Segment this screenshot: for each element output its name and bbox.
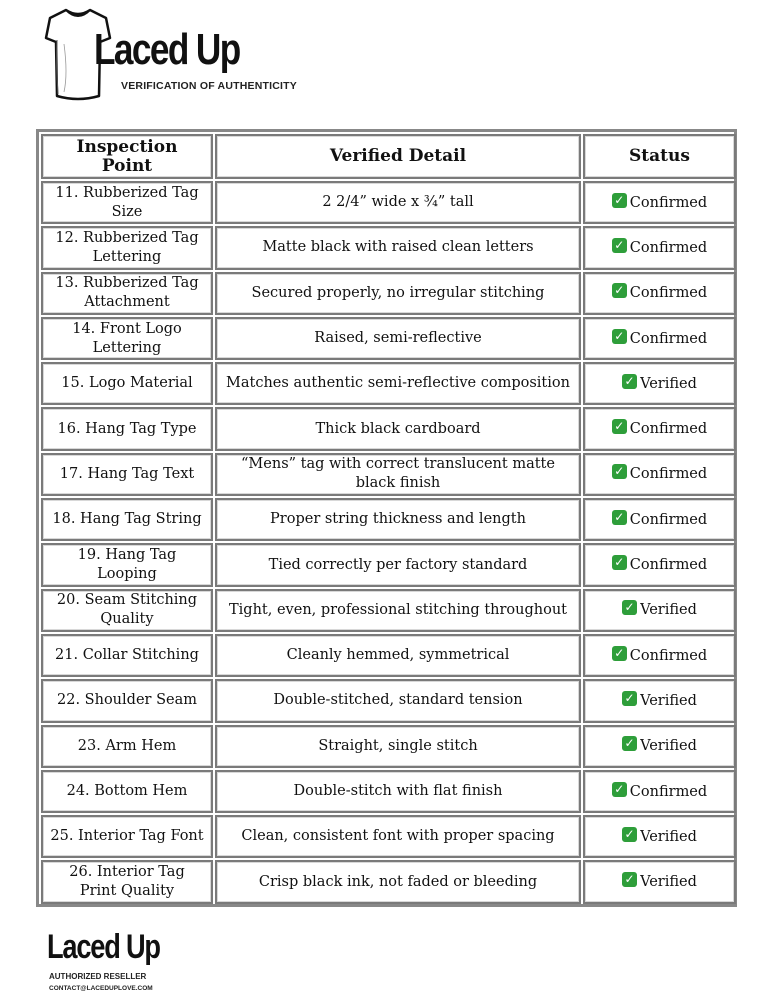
table-row [41, 272, 736, 315]
check-mark-icon: ✓ [622, 736, 637, 751]
status-text: Confirmed [629, 511, 708, 528]
inspection-point-cell: 21. Collar Stitching [41, 634, 213, 677]
brand-title: Laced Up [94, 25, 240, 74]
status-cell [583, 860, 736, 903]
column-header-verified-detail: Verified Detail [215, 134, 581, 179]
header-logo [44, 4, 314, 108]
inspection-point-cell: 14. Front Logo Lettering [41, 317, 213, 360]
verified-detail-cell: 2 2/4” wide x ¾” tall [215, 181, 581, 224]
status-cell [583, 272, 736, 315]
inspection-point-cell: 17. Hang Tag Text [41, 453, 213, 496]
status-text: Verified [640, 874, 697, 891]
verified-detail-cell: Secured properly, no irregular stitching [215, 272, 581, 315]
status-cell [583, 589, 736, 632]
inspection-point-cell: 22. Shoulder Seam [41, 679, 213, 722]
inspection-point-cell: 18. Hang Tag String [41, 498, 213, 541]
table-row [41, 634, 736, 677]
verified-detail-cell: Matches authentic semi-reflective composition [215, 362, 581, 405]
footer-subtitle: AUTHORIZED RESELLER [49, 972, 147, 981]
table-row [41, 589, 736, 632]
status-text: Confirmed [629, 557, 708, 574]
table-row [41, 815, 736, 858]
table-row [41, 226, 736, 269]
check-mark-icon: ✓ [622, 872, 637, 887]
status-text: Verified [640, 738, 697, 755]
footer-contact: CONTACT@LACEDUPLOVE.COM [49, 985, 153, 992]
check-mark-icon: ✓ [622, 600, 637, 615]
check-mark-icon: ✓ [612, 510, 627, 525]
status-text: Confirmed [629, 239, 708, 256]
status-text: Confirmed [629, 783, 708, 800]
footer-brand-title: Laced Up [47, 928, 160, 966]
status-cell [583, 453, 736, 496]
check-mark-icon: ✓ [622, 827, 637, 842]
status-cell [583, 543, 736, 586]
verified-detail-cell: Double-stitch with flat finish [215, 770, 581, 813]
check-mark-icon: ✓ [612, 283, 627, 298]
table-row [41, 770, 736, 813]
table-header-row [41, 134, 736, 179]
verified-detail-cell: Tied correctly per factory standard [215, 543, 581, 586]
verified-detail-cell: Matte black with raised clean letters [215, 226, 581, 269]
table-row [41, 362, 736, 405]
verified-detail-cell: Tight, even, professional stitching throughout [215, 589, 581, 632]
check-mark-icon: ✓ [622, 691, 637, 706]
status-cell [583, 362, 736, 405]
status-text: Confirmed [629, 421, 708, 438]
status-text: Confirmed [629, 194, 708, 211]
check-mark-icon: ✓ [612, 555, 627, 570]
inspection-point-cell: 25. Interior Tag Font [41, 815, 213, 858]
status-cell [583, 679, 736, 722]
verified-detail-cell: Proper string thickness and length [215, 498, 581, 541]
brand-subtitle: VERIFICATION OF AUTHENTICITY [121, 80, 297, 92]
status-text: Confirmed [629, 285, 708, 302]
inspection-point-cell: 16. Hang Tag Type [41, 407, 213, 450]
table-row [41, 860, 736, 903]
verified-detail-cell: Thick black cardboard [215, 407, 581, 450]
inspection-point-cell: 20. Seam Stitching Quality [41, 589, 213, 632]
status-cell [583, 498, 736, 541]
table-row [41, 453, 736, 496]
check-mark-icon: ✓ [612, 782, 627, 797]
check-mark-icon: ✓ [612, 329, 627, 344]
inspection-point-cell: 15. Logo Material [41, 362, 213, 405]
status-cell [583, 226, 736, 269]
verified-detail-cell: Crisp black ink, not faded or bleeding [215, 860, 581, 903]
status-text: Verified [640, 692, 697, 709]
inspection-point-cell: 19. Hang Tag Looping [41, 543, 213, 586]
inspection-point-cell: 13. Rubberized Tag Attachment [41, 272, 213, 315]
status-cell [583, 770, 736, 813]
inspection-point-cell: 23. Arm Hem [41, 725, 213, 768]
verified-detail-cell: “Mens” tag with correct translucent matte black finish [215, 453, 581, 496]
check-mark-icon: ✓ [612, 419, 627, 434]
table-row [41, 543, 736, 586]
status-text: Confirmed [629, 647, 708, 664]
status-cell [583, 725, 736, 768]
inspection-point-cell: 26. Interior Tag Print Quality [41, 860, 213, 903]
table-row [41, 725, 736, 768]
table-row [41, 407, 736, 450]
check-mark-icon: ✓ [612, 193, 627, 208]
inspection-point-cell: 24. Bottom Hem [41, 770, 213, 813]
column-header-inspection-point: Inspection Point [41, 134, 213, 179]
check-mark-icon: ✓ [612, 238, 627, 253]
column-header-status: Status [583, 134, 736, 179]
check-mark-icon: ✓ [612, 464, 627, 479]
status-cell [583, 181, 736, 224]
table-row [41, 498, 736, 541]
status-cell [583, 634, 736, 677]
table-row [41, 317, 736, 360]
table-row [41, 181, 736, 224]
status-cell [583, 317, 736, 360]
inspection-table [39, 132, 738, 906]
table-row [41, 679, 736, 722]
check-mark-icon: ✓ [622, 374, 637, 389]
status-cell [583, 815, 736, 858]
status-text: Confirmed [629, 466, 708, 483]
status-text: Verified [640, 602, 697, 619]
status-text: Verified [640, 375, 697, 392]
status-text: Confirmed [629, 330, 708, 347]
status-text: Verified [640, 828, 697, 845]
verified-detail-cell: Raised, semi-reflective [215, 317, 581, 360]
inspection-point-cell: 12. Rubberized Tag Lettering [41, 226, 213, 269]
status-cell [583, 407, 736, 450]
inspection-table-frame [36, 129, 737, 907]
footer-logo [47, 930, 227, 996]
inspection-point-cell: 11. Rubberized Tag Size [41, 181, 213, 224]
check-mark-icon: ✓ [612, 646, 627, 661]
verified-detail-cell: Clean, consistent font with proper spacing [215, 815, 581, 858]
verified-detail-cell: Cleanly hemmed, symmetrical [215, 634, 581, 677]
verified-detail-cell: Straight, single stitch [215, 725, 581, 768]
verified-detail-cell: Double-stitched, standard tension [215, 679, 581, 722]
